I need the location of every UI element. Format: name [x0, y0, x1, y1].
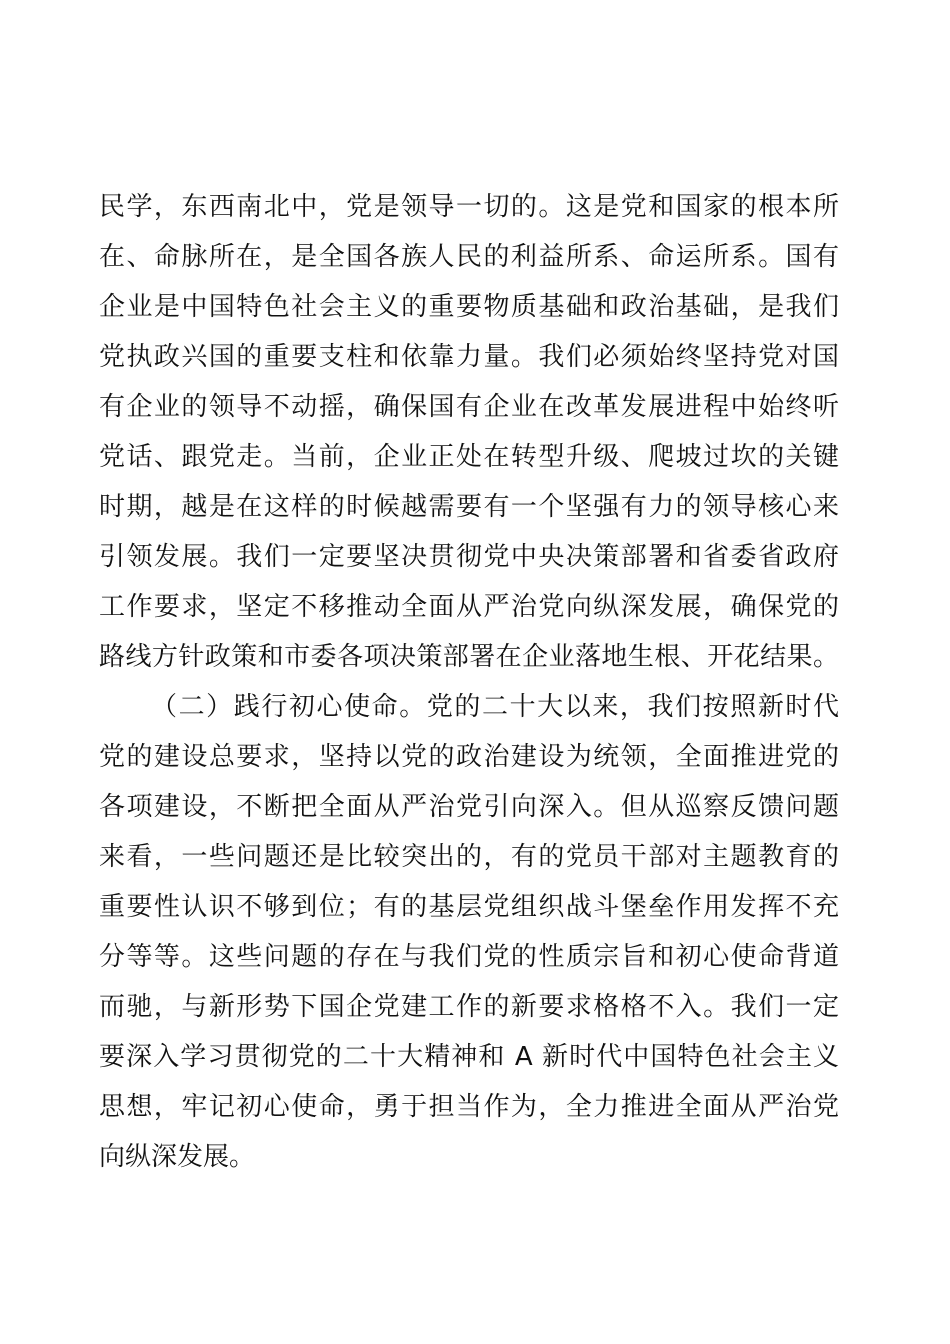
text-line: （二）践行初心使命。党的二十大以来，我们按照新时代 [151, 692, 839, 722]
text-line: 在、命脉所在，是全国各族人民的利益所系、命运所系。国有 [99, 242, 839, 272]
text-line: 民学，东西南北中，党是领导一切的。这是党和国家的根本所 [99, 192, 839, 222]
text-line: 引领发展。我们一定要坚决贯彻党中央决策部署和省委省政府 [99, 542, 839, 572]
text-line: 来看，一些问题还是比较突出的，有的党员干部对主题教育的 [99, 842, 839, 872]
text-line: 路线方针政策和市委各项决策部署在企业落地生根、开花结果。 [99, 642, 839, 672]
body-text [99, 182, 839, 1182]
text-line: 有企业的领导不动摇，确保国有企业在改革发展进程中始终听 [99, 392, 839, 422]
text-line: 而驰，与新形势下国企党建工作的新要求格格不入。我们一定 [99, 992, 839, 1022]
text-line: 向纵深发展。 [99, 1142, 256, 1172]
text-line: 企业是中国特色社会主义的重要物质基础和政治基础，是我们 [99, 292, 839, 322]
text-line: 时期，越是在这样的时候越需要有一个坚强有力的领导核心来 [99, 492, 839, 522]
text-line: 党执政兴国的重要支柱和依靠力量。我们必须始终坚持党对国 [99, 342, 839, 372]
text-line: 重要性认识不够到位；有的基层党组织战斗堡垒作用发挥不充 [99, 892, 839, 922]
text-line: 各项建设，不断把全面从严治党引向深入。但从巡察反馈问题 [99, 792, 839, 822]
text-line: 要深入学习贯彻党的二十大精神和 A 新时代中国特色社会主义 [99, 1042, 839, 1072]
text-line: 工作要求，坚定不移推动全面从严治党向纵深发展，确保党的 [99, 592, 839, 622]
text-line: 分等等。这些问题的存在与我们党的性质宗旨和初心使命背道 [99, 942, 839, 972]
paragraph-2 [99, 682, 839, 1182]
text-line: 党话、跟党走。当前，企业正处在转型升级、爬坡过坎的关键 [99, 442, 839, 472]
paragraph-1 [99, 182, 839, 682]
text-line: 思想，牢记初心使命，勇于担当作为，全力推进全面从严治党 [99, 1092, 839, 1122]
text-line: 党的建设总要求，坚持以党的政治建设为统领，全面推进党的 [99, 742, 839, 772]
